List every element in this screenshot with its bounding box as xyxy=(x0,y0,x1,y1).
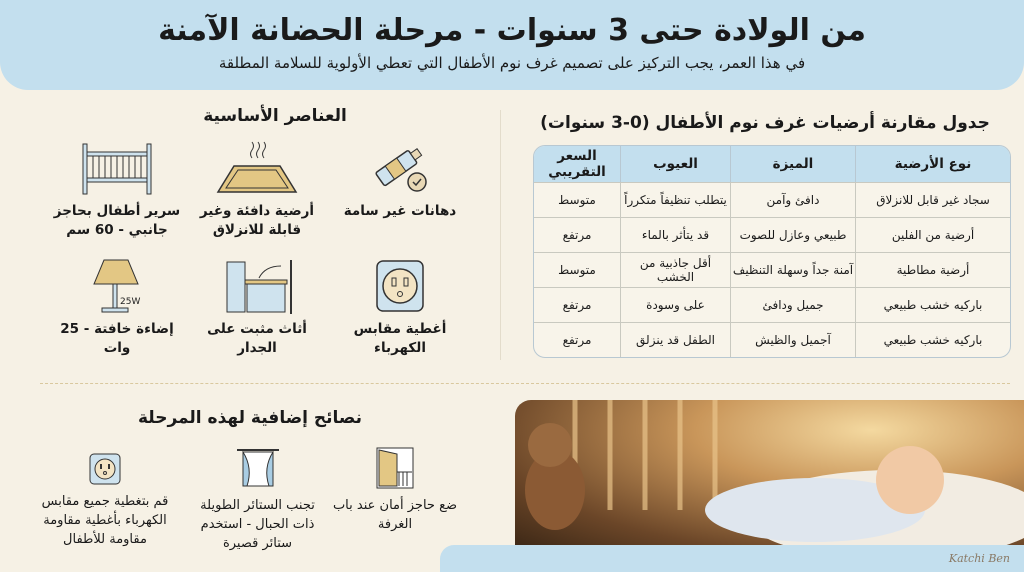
essential-item xyxy=(192,138,322,240)
table-cell: متوسط xyxy=(534,182,620,217)
table-row xyxy=(534,322,1010,357)
table-cell: الطفل قد ينزلق xyxy=(620,322,730,357)
section-divider xyxy=(500,110,501,360)
essential-item xyxy=(335,258,465,358)
outlet-icon xyxy=(370,258,430,314)
essential-label: دهانات غير سامة xyxy=(343,203,457,219)
section-divider xyxy=(40,383,1010,384)
essential-item xyxy=(52,138,182,240)
flooring-comparison-table xyxy=(533,145,1011,358)
essential-label: أرضية دافئة وغير قابلة للانزلاق xyxy=(199,203,315,238)
essential-label: إضاءة خافتة - 25 وات xyxy=(60,321,174,356)
essential-item xyxy=(335,138,465,221)
column-header: العيوب xyxy=(620,146,730,182)
table-cell: آجميل والظيش xyxy=(730,322,855,357)
column-header: الميزة xyxy=(730,146,855,182)
lamp-icon xyxy=(82,258,152,314)
table-cell: مرتفع xyxy=(534,217,620,252)
table-cell: متوسط xyxy=(534,252,620,287)
wattage-text: 25W xyxy=(120,297,141,307)
table-cell: مرتفع xyxy=(534,287,620,322)
tips-title: نصائح إضافية لهذه المرحلة xyxy=(137,408,363,428)
table-cell: جميل ودافئ xyxy=(730,287,855,322)
page-title: من الولادة حتى 3 سنوات - مرحلة الحضانة الآمنة xyxy=(158,13,866,48)
rug-icon xyxy=(212,138,302,196)
anchored-furniture-icon xyxy=(217,258,297,314)
header-banner xyxy=(0,0,1024,90)
essential-label: أغطية مقابس الكهرباء xyxy=(353,321,447,356)
table-row xyxy=(534,217,1010,252)
column-header: نوع الأرضية xyxy=(855,146,1010,182)
table-row xyxy=(534,252,1010,287)
essential-item xyxy=(192,258,322,358)
table-cell: سجاد غير قابل للانزلاق xyxy=(855,182,1010,217)
table-header-row xyxy=(534,146,1010,182)
essentials-title: العناصر الأساسية xyxy=(203,106,347,126)
tip-label: تجنب الستائر الطويلة ذات الحبال - استخدم ستائر قصيرة xyxy=(200,498,315,551)
column-header: السعر التقريبي xyxy=(534,146,620,182)
tip-label: قم بتغطية جميع مقابس الكهرباء بأغطية مقاومة مقاومة للأطفال xyxy=(41,494,169,547)
sleeping-baby-photo xyxy=(515,400,1024,550)
table-cell: على وسودة xyxy=(620,287,730,322)
essential-item xyxy=(52,258,182,358)
tip-item xyxy=(30,452,180,549)
table-title: جدول مقارنة أرضيات غرف نوم الأطفال (0-3 سنوات) xyxy=(540,113,990,133)
paint-tube-icon xyxy=(365,138,435,196)
essential-label: سرير أطفال بحاجز جانبي - 60 سم xyxy=(53,203,181,238)
footer-band xyxy=(440,545,1024,572)
essential-label: أثاث مثبت على الجدار xyxy=(207,321,307,356)
table-row xyxy=(534,287,1010,322)
tip-item xyxy=(190,446,325,553)
table-cell: آمنة جداً وسهلة التنظيف xyxy=(730,252,855,287)
table-cell: قد يتأثر بالماء xyxy=(620,217,730,252)
table-cell: يتطلب تنظيفاً متكرراً xyxy=(620,182,730,217)
table-cell: طبيعي وعازل للصوت xyxy=(730,217,855,252)
safety-gate-icon xyxy=(375,446,415,490)
table-row xyxy=(534,182,1010,217)
table-cell: أرضية مطاطية xyxy=(855,252,1010,287)
table-cell: دافئ وآمن xyxy=(730,182,855,217)
table-cell: باركيه خشب طبيعي xyxy=(855,322,1010,357)
tip-label: ضع حاجز أمان عند باب الغرفة xyxy=(332,498,458,532)
table-cell: مرتفع xyxy=(534,322,620,357)
outlet-icon xyxy=(88,452,122,486)
tip-item xyxy=(330,446,460,534)
table-cell: باركيه خشب طبيعي xyxy=(855,287,1010,322)
table-cell: أقل جاذبية من الخشب xyxy=(620,252,730,287)
curtains-icon xyxy=(235,446,281,490)
watermark: Katchi Ben xyxy=(948,552,1010,565)
nursery-illustration xyxy=(515,400,1024,550)
crib-icon xyxy=(77,138,157,196)
table-cell: أرضية من الفلين xyxy=(855,217,1010,252)
page-subtitle: في هذا العمر، يجب التركيز على تصميم غرف نوم الأطفال التي تعطي الأولوية للسلامة المطلقة xyxy=(218,54,806,72)
